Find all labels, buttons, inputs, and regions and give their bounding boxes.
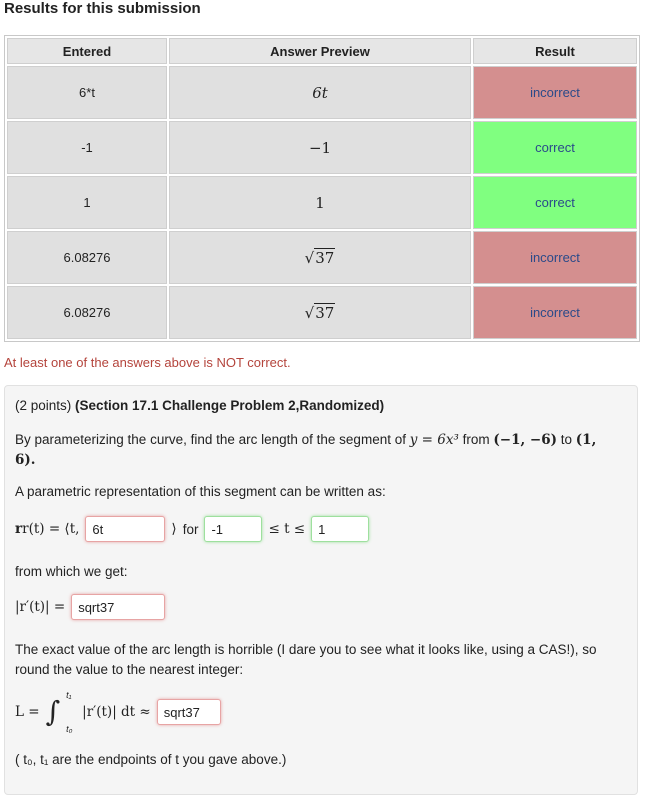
table-row <box>7 121 637 174</box>
table-row <box>7 231 637 284</box>
statement-text: By parameterizing the curve, find the arc length of the segment of <box>15 432 406 447</box>
preview-cell <box>169 286 471 339</box>
preview-cell: 1 <box>169 176 471 229</box>
entered-cell: 6.08276 <box>7 231 167 284</box>
sqrt-expression <box>305 304 336 322</box>
problem-box <box>4 385 638 795</box>
preview-math: 6t <box>312 83 328 102</box>
lower-limit: t₀ <box>66 724 73 734</box>
integral-icon: ∫ <box>45 695 61 728</box>
radical-icon: √ <box>304 303 315 322</box>
table-row <box>7 176 637 229</box>
entered-cell: 1 <box>7 176 167 229</box>
sqrt-expression <box>305 249 336 267</box>
r-lhs: rr(t) = ⟨t, <box>15 521 80 537</box>
header-result: Result <box>473 38 637 64</box>
problem-points: (2 points) <box>15 398 72 413</box>
x-component-input[interactable]: 6t <box>85 516 165 542</box>
endpoint-footnote: ( t₀, t₁ are the endpoints of t you gave above.) <box>15 752 287 767</box>
header-entered: Entered <box>7 38 167 64</box>
radicand: 37 <box>315 303 335 322</box>
results-table <box>4 35 640 342</box>
arc-length-row <box>15 692 221 732</box>
result-cell: incorrect <box>473 231 637 284</box>
curve-equation: y = 6x³ <box>409 432 459 448</box>
param-intro: A parametric representation of this segment can be written as: <box>15 484 386 499</box>
t-end-input[interactable]: 1 <box>311 516 369 542</box>
exact-value-text: The exact value of the arc length is horrible (I dare you to see what it looks like, using a CAS!), so round the value to the nearest integer: <box>15 642 597 677</box>
problem-section: (Section 17.1 Challenge Problem 2,Randomized) <box>75 398 385 413</box>
deriv-input[interactable]: sqrt37 <box>71 594 165 620</box>
entered-cell: 6.08276 <box>7 286 167 339</box>
end-point: (1, 6). <box>15 432 597 468</box>
preview-cell <box>169 231 471 284</box>
preview-cell: −1 <box>169 121 471 174</box>
table-row <box>7 66 637 119</box>
integral-limits <box>66 692 76 732</box>
results-header-row <box>7 38 637 64</box>
result-cell: incorrect <box>473 66 637 119</box>
statement-from: from <box>462 432 490 447</box>
t-start-input[interactable]: -1 <box>204 516 262 542</box>
arc-length-input[interactable]: sqrt37 <box>157 699 221 725</box>
result-cell: correct <box>473 176 637 229</box>
entered-cell: 6*t <box>7 66 167 119</box>
for-text: for <box>182 521 199 537</box>
deriv-row <box>15 594 165 620</box>
preview-cell <box>169 66 471 119</box>
from-text: from which we get: <box>15 564 128 579</box>
L-lhs: L = <box>15 704 40 720</box>
param-row <box>15 516 369 542</box>
header-answer-preview: Answer Preview <box>169 38 471 64</box>
r-close: ⟩ <box>171 521 177 537</box>
problem-statement <box>15 430 615 470</box>
statement-to: to <box>560 432 573 447</box>
radical-icon: √ <box>304 248 315 267</box>
upper-limit: t₁ <box>66 690 72 700</box>
results-summary: At least one of the answers above is NOT correct. <box>4 355 291 370</box>
results-title: Results for this submission <box>4 0 201 17</box>
result-cell: incorrect <box>473 286 637 339</box>
start-point: (−1, −6) <box>493 432 557 448</box>
result-cell: correct <box>473 121 637 174</box>
table-row <box>7 286 637 339</box>
entered-cell: -1 <box>7 121 167 174</box>
deriv-lhs: |r′(t)| = <box>15 599 66 615</box>
t-inequality: ≤ t ≤ <box>268 521 306 537</box>
problem-header <box>15 398 384 413</box>
integrand: |r′(t)| dt ≈ <box>82 704 151 720</box>
r-lhs-text: r(t) = ⟨t, <box>22 521 80 537</box>
radicand: 37 <box>315 248 335 267</box>
